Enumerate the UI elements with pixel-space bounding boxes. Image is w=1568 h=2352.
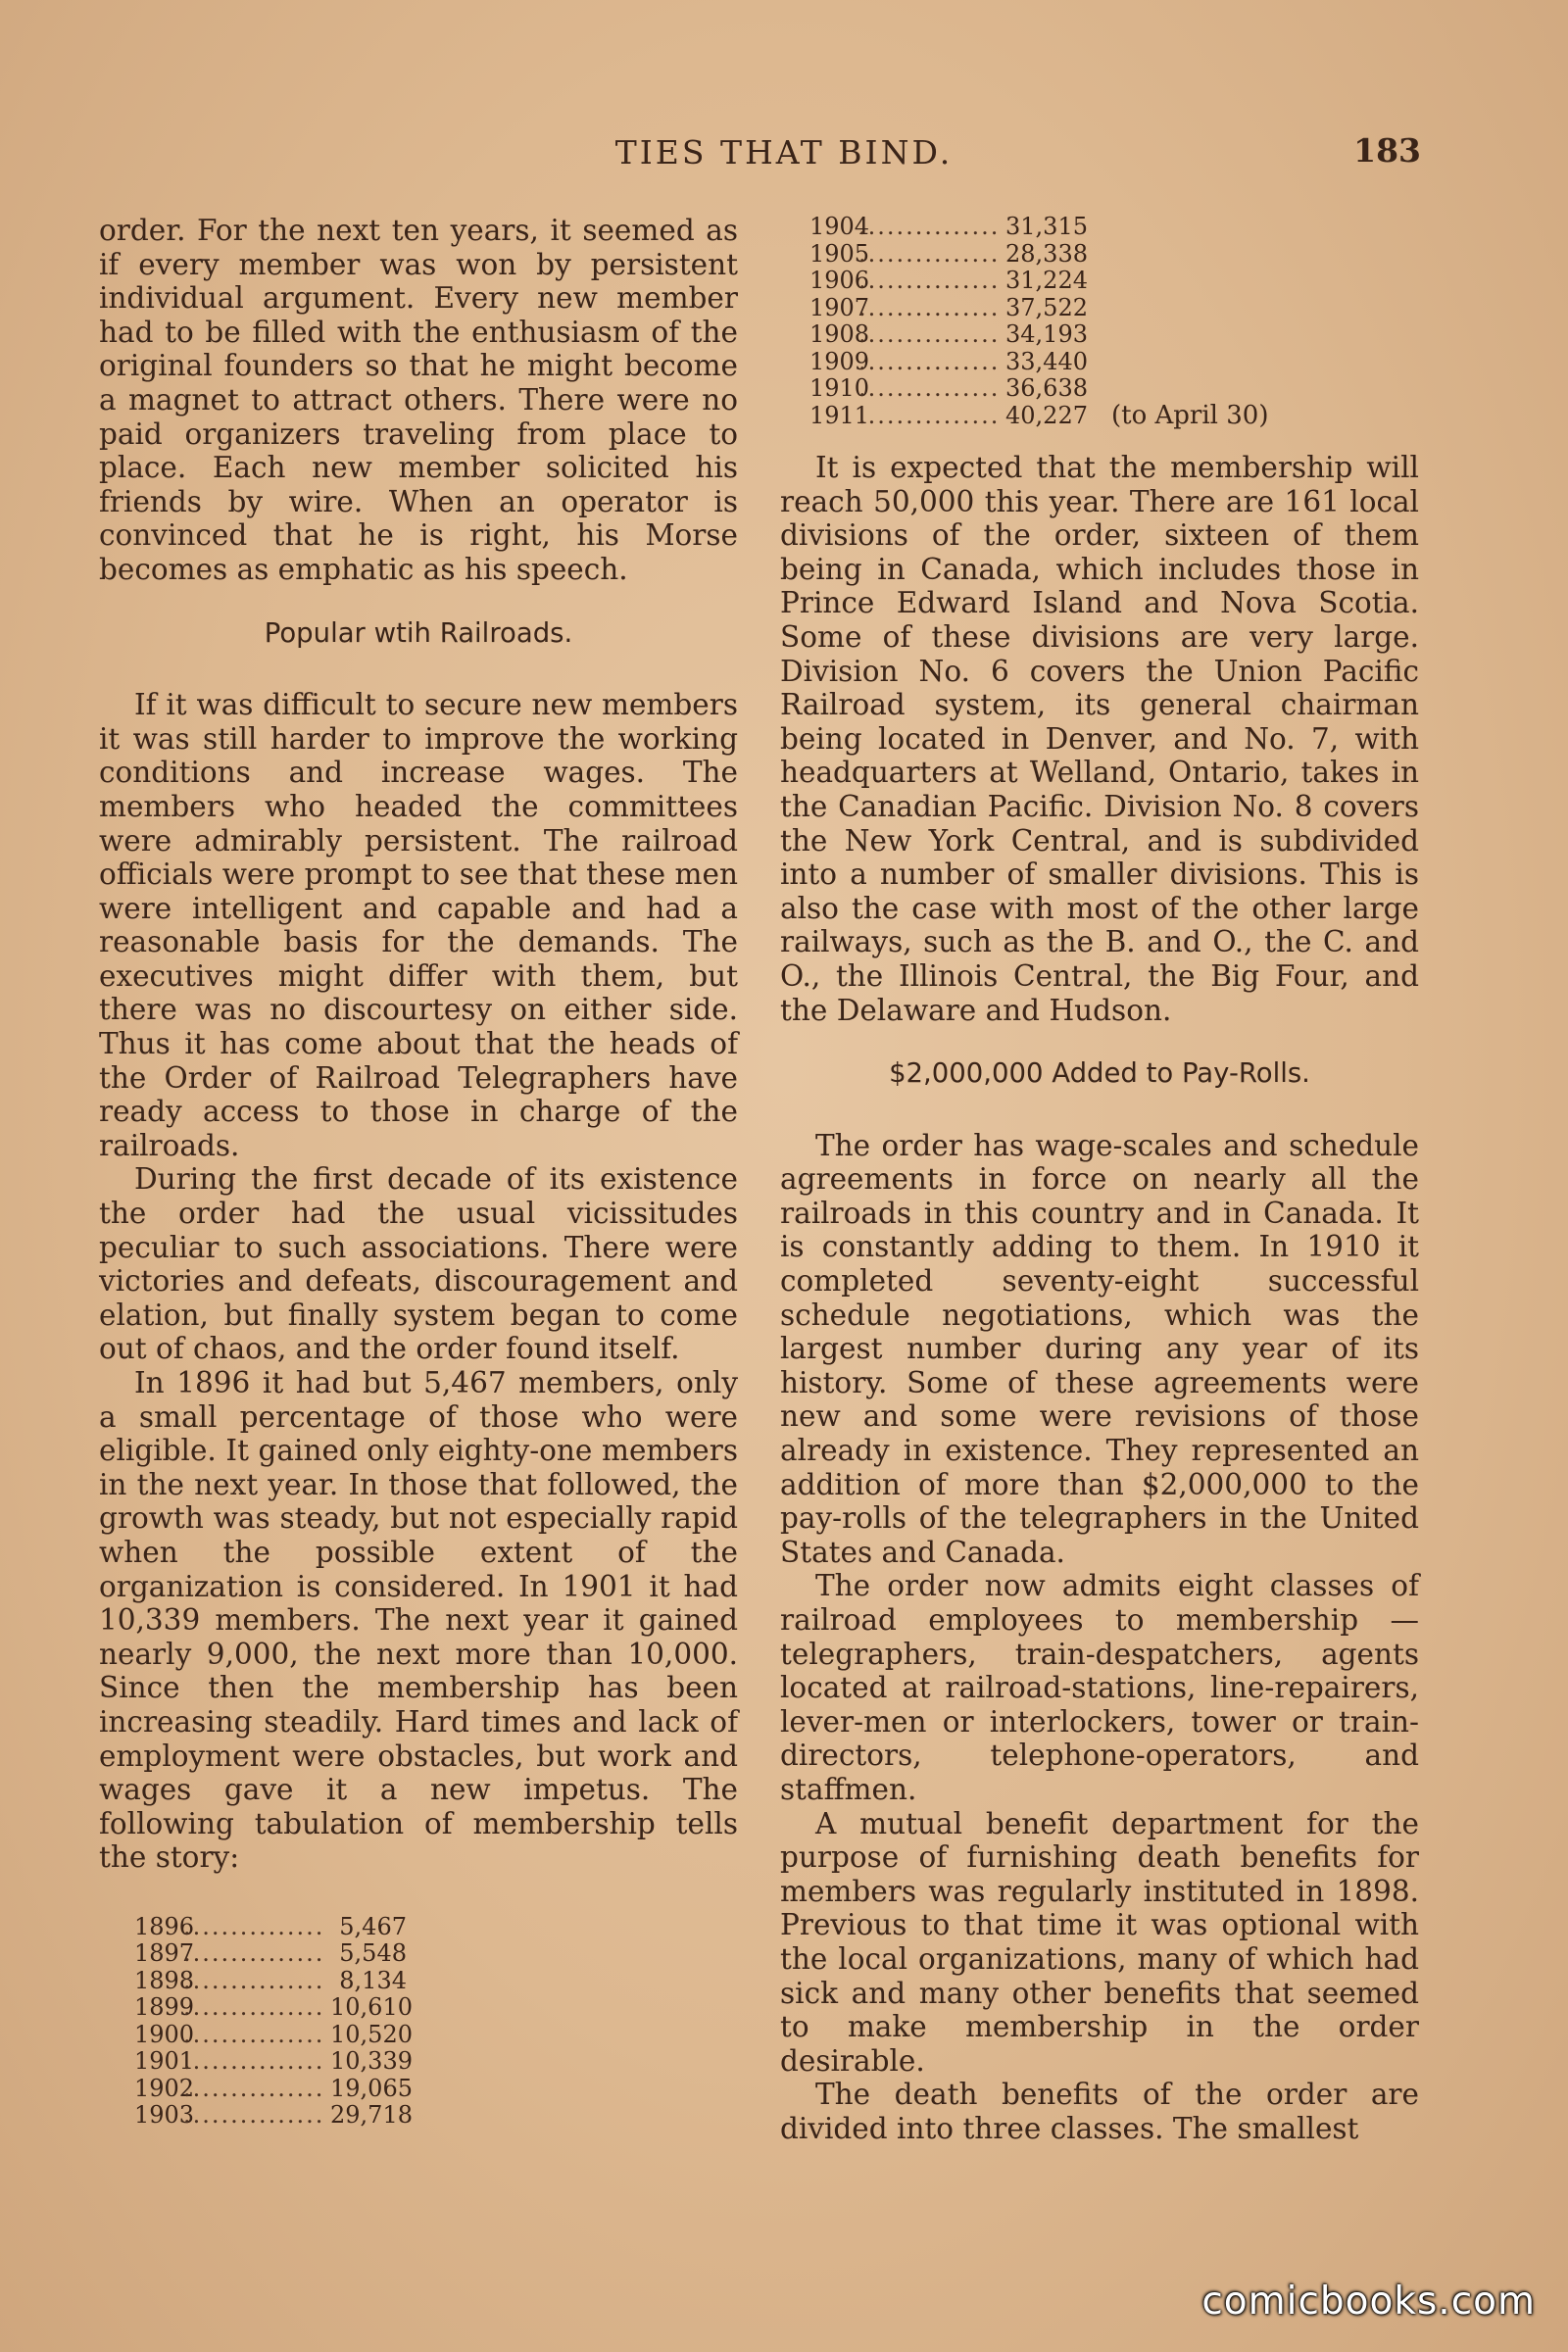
member-count: 5,467	[339, 1912, 407, 1940]
member-count: 37,522	[1005, 293, 1088, 321]
member-count: 10,339	[330, 2047, 413, 2076]
running-title: TIES THAT BIND.	[614, 133, 954, 172]
year-cell: 1905	[809, 239, 870, 268]
member-count: 10,610	[330, 1993, 413, 2022]
membership-table-right	[780, 214, 1419, 429]
dot-leader: ...............	[183, 2021, 325, 2048]
member-count: 34,193	[1005, 320, 1088, 348]
dot-leader: ...............	[183, 2048, 325, 2076]
dot-leader: ...............	[183, 2075, 325, 2102]
year-cell: 1904	[809, 213, 870, 240]
paragraph: A mutual benefit department for the purpose of furnishing death benefits for members was regularly instituted in 1898. Previous to that time it was optional with the local organizations, many of which had sick and many other benefits that seemed to make membership in the order desirable.	[780, 1806, 1419, 2078]
member-count: 8,134	[339, 1966, 407, 1994]
member-count: 19,065	[330, 2074, 413, 2102]
member-count: 40,227	[1005, 401, 1088, 429]
member-count: 29,718	[330, 2101, 413, 2130]
table-row	[134, 1940, 738, 1968]
year-cell: 1900	[134, 2020, 195, 2048]
table-row	[134, 1968, 738, 1995]
table-note: (to April 30)	[1111, 400, 1269, 430]
paragraph: The death benefits of the order are divided into three classes. The smallest	[780, 2078, 1419, 2145]
table-row	[809, 241, 1419, 269]
year-cell: 1911	[809, 401, 870, 429]
dot-leader: ...............	[183, 1967, 325, 1994]
year-cell: 1896	[134, 1912, 195, 1940]
paragraph: order. For the next ten years, it seemed as if every member was won by persistent individual argument. Every new member had to be filled with the enthusiasm of the original founders so that he might become a magnet to attract others. There were no paid organizers traveling from place to place. Each new member solicited his friends by wire. When an operator is convinced that he is right, his Morse becomes as emphatic as his speech.	[99, 214, 738, 586]
dot-leader: ...............	[183, 2102, 325, 2130]
dot-leader: ...............	[183, 1940, 325, 1968]
member-count: 5,548	[339, 1939, 407, 1968]
running-head	[0, 131, 1568, 171]
table-row	[809, 400, 1419, 430]
dot-leader: ...............	[858, 268, 1001, 294]
year-cell: 1897	[134, 1939, 195, 1968]
year-cell: 1906	[809, 267, 870, 294]
dot-leader: ...............	[858, 214, 1001, 240]
paragraph: In 1896 it had but 5,467 members, only a small percentage of those who were eligible. It gained only eighty-one members in the next year. In those that followed, the growth was steady, but not especially rapid when the possible extent of the organization is considered. In 1901 it had 10,339 members. The next year it gained nearly 9,000, the next more than 10,000. Since then the membership has been increasing steadily. Hard times and lack of employment were obstacles, but work and wages gave it a new impetus. The following tabulation of membership tells the story:	[99, 1366, 738, 1875]
table-row	[134, 1914, 738, 1941]
table-row	[134, 2102, 738, 2130]
member-count: 33,440	[1005, 347, 1088, 375]
year-cell: 1908	[809, 320, 870, 348]
year-cell: 1910	[809, 374, 870, 402]
paragraph: It is expected that the membership will reach 50,000 this year. There are 161 local divisions of the order, sixteen of them being in Canada, which includes those in Prince Edward Island and Nova Scotia. Some of these divisions are very large. Division No. 6 covers the Union Pacific Railroad system, its general chairman being located in Denver, and No. 7, with headquarters at Welland, Ontario, takes in the Canadian Pacific. Division No. 8 covers the New York Central, and is subdivided into a number of smaller divisions. This is also the case with most of the other large railways, such as the B. and O., the C. and O., the Illinois Central, the Big Four, and the Delaware and Hudson.	[780, 451, 1419, 1027]
table-row	[134, 1994, 738, 2022]
section-heading: Popular wtih Railroads.	[264, 616, 573, 649]
page-number: 183	[1353, 131, 1421, 170]
dot-leader: ...............	[858, 321, 1001, 348]
left-column	[99, 214, 738, 2130]
table-row	[134, 2048, 738, 2076]
year-cell: 1898	[134, 1966, 195, 1994]
year-cell: 1899	[134, 1993, 195, 2022]
year-cell: 1907	[809, 293, 870, 321]
table-row	[134, 2022, 738, 2049]
paragraph: If it was difficult to secure new members it was still harder to improve the working conditions and increase wages. The members who headed the committees were admirably persistent. The railroad officials were prompt to see that these men were intelligent and capable and had a reasonable basis for the demands. The executives might differ with them, but there was no discourtesy on either side. Thus it has come about that the heads of the Order of Railroad Telegraphers have ready access to those in charge of the railroads.	[99, 688, 738, 1162]
paragraph: The order now admits eight classes of railroad employees to membership — telegraphers, train-despatchers, agents located at railroad-stations, line-repairers, lever-men or interlockers, tower or train-directors, telephone-operators, and staffmen.	[780, 1569, 1419, 1806]
member-count: 10,520	[330, 2020, 413, 2048]
section-heading: $2,000,000 Added to Pay-Rolls.	[889, 1057, 1310, 1090]
year-cell: 1902	[134, 2074, 195, 2102]
dot-leader: ...............	[858, 348, 1001, 375]
dot-leader: ...............	[183, 1994, 325, 2022]
table-row	[809, 214, 1419, 241]
year-cell: 1903	[134, 2101, 195, 2130]
table-row	[809, 321, 1419, 349]
membership-table-left	[99, 1914, 738, 2130]
year-cell: 1909	[809, 347, 870, 375]
member-count: 31,315	[1005, 213, 1088, 240]
dot-leader: ...............	[858, 294, 1001, 321]
dot-leader: ...............	[858, 240, 1001, 268]
table-row	[809, 375, 1419, 403]
paragraph: The order has wage-scales and schedule agreements in force on nearly all the railroads in this country and in Canada. It is constantly adding to them. In 1910 it completed seventy-eight successful schedule negotiations, which was the largest number during any year of its history. Some of these agreements were new and some were revisions of those already in existence. They represented an addition of more than $2,000,000 to the pay-rolls of the telegraphers in the United States and Canada.	[780, 1128, 1419, 1569]
member-count: 36,638	[1005, 374, 1088, 402]
table-row	[809, 295, 1419, 322]
dot-leader: ...............	[858, 375, 1001, 402]
dot-leader: ...............	[858, 402, 1001, 429]
table-row	[134, 2076, 738, 2103]
table-row	[809, 349, 1419, 376]
site-watermark: comicbooks.com	[1201, 2279, 1536, 2324]
table-row	[809, 268, 1419, 295]
year-cell: 1901	[134, 2047, 195, 2076]
right-column	[780, 214, 1419, 2146]
dot-leader: ...............	[183, 1913, 325, 1940]
paragraph: During the first decade of its existence the order had the usual vicissitudes peculiar to such associations. There were victories and defeats, discouragement and elation, but finally system began to come out of chaos, and the order found itself.	[99, 1162, 738, 1366]
member-count: 28,338	[1005, 239, 1088, 268]
member-count: 31,224	[1005, 267, 1088, 294]
